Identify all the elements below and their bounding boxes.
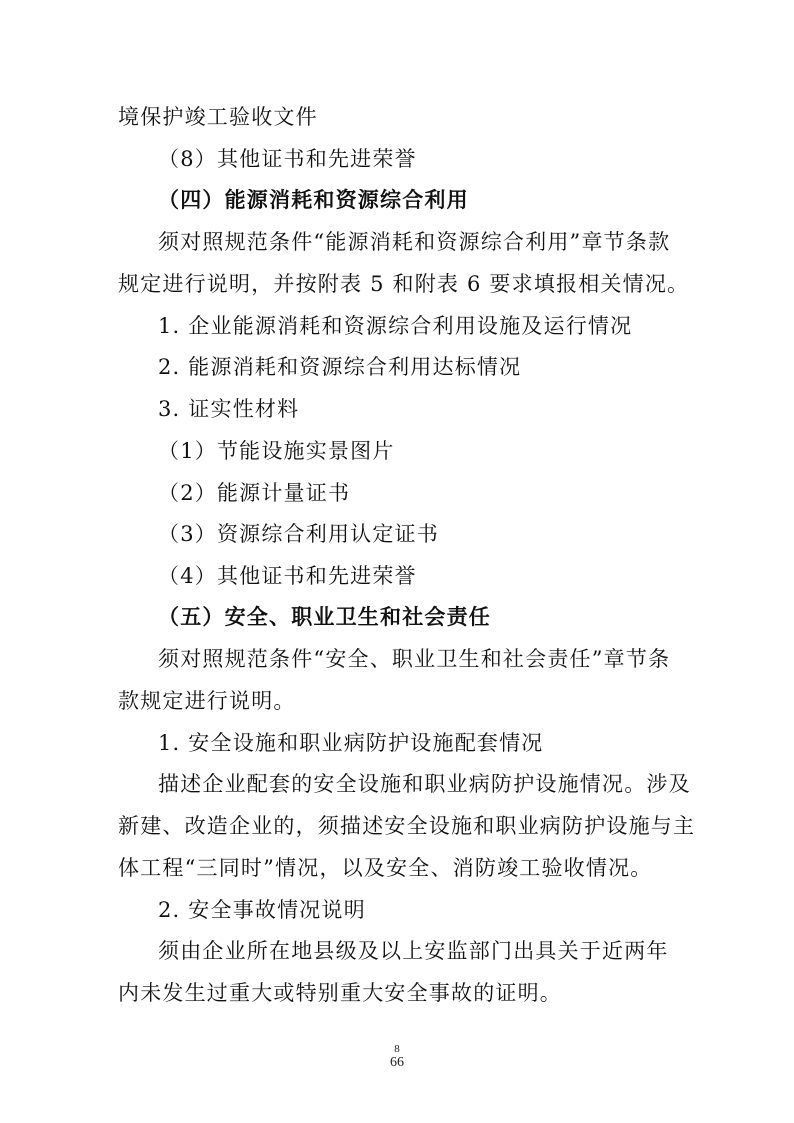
- text-line: 1. 安全设施和职业病防护设施配套情况: [158, 731, 544, 755]
- text-line: 1. 企业能源消耗和资源综合利用设施及运行情况: [158, 314, 633, 338]
- text-line: （3）资源综合利用认定证书: [158, 522, 439, 546]
- section-heading: （五）安全、职业卫生和社会责任: [158, 605, 491, 629]
- text-line: 内未发生过重大或特别重大安全事故的证明。: [118, 981, 562, 1005]
- page-number: 8: [394, 1043, 400, 1055]
- text-line: 须对照规范条件“能源消耗和资源综合利用”章节条款: [158, 230, 671, 254]
- text-line: 款规定进行说明。: [118, 689, 296, 713]
- text-line: 2. 安全事故情况说明: [158, 898, 366, 922]
- text-line: （1）节能设施实景图片: [158, 439, 395, 463]
- text-line: 3. 证实性材料: [158, 397, 300, 421]
- text-line: （8）其他证书和先进荣誉: [158, 147, 417, 171]
- text-line: 描述企业配套的安全设施和职业病防护设施情况。涉及: [158, 772, 691, 796]
- text-line: 境保护竣工验收文件: [118, 105, 318, 129]
- text-line: 规定进行说明，并按附表 5 和附表 6 要求填报相关情况。: [118, 272, 690, 296]
- text-line: 须对照规范条件“安全、职业卫生和社会责任”章节条: [158, 647, 671, 671]
- text-line: 2. 能源消耗和资源综合利用达标情况: [158, 355, 522, 379]
- text-line: （4）其他证书和先进荣誉: [158, 564, 417, 588]
- text-line: 须由企业所在地县级及以上安监部门出具关于近两年: [158, 939, 669, 963]
- text-line: 体工程“三同时”情况，以及安全、消防竣工验收情况。: [118, 856, 653, 880]
- section-heading: （四）能源消耗和资源综合利用: [158, 188, 469, 212]
- text-line: （2）能源计量证书: [158, 481, 351, 505]
- total-page-number: 66: [390, 1055, 404, 1070]
- text-line: 新建、改造企业的，须描述安全设施和职业病防护设施与主: [118, 814, 696, 838]
